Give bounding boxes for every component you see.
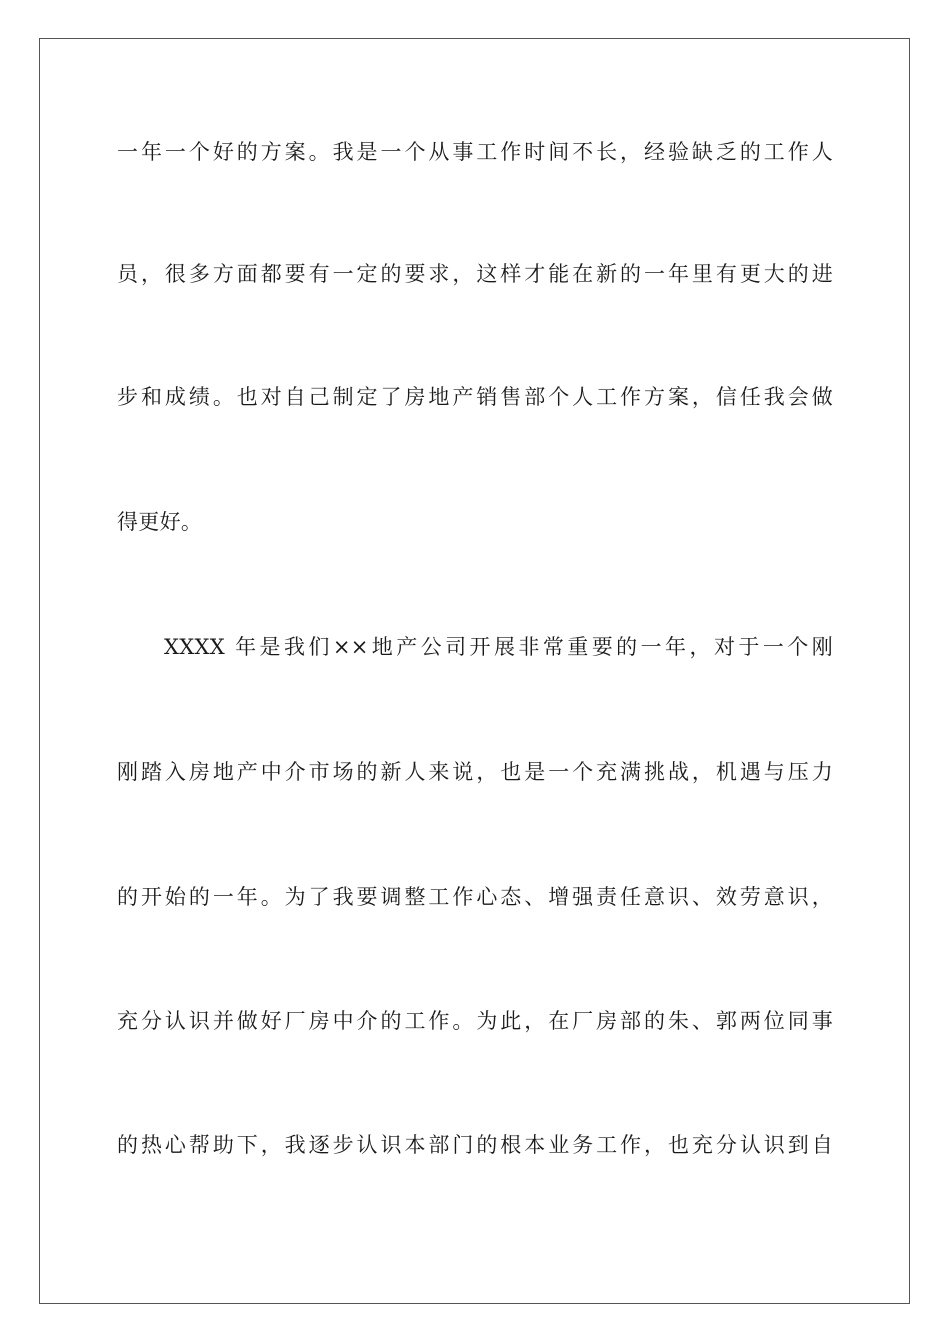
- text-line: 刚踏入房地产中介市场的新人来说，也是一个充满挑战，机遇与压力: [117, 760, 833, 784]
- page-border: [39, 38, 910, 1304]
- text-line: 的开始的一年。为了我要调整工作心态、增强责任意识、效劳意识，: [117, 885, 833, 909]
- text-line: 的热心帮助下，我逐步认识本部门的根本业务工作，也充分认识到自: [117, 1133, 833, 1157]
- text-line: 充分认识并做好厂房中介的工作。为此，在厂房部的朱、郭两位同事: [117, 1009, 833, 1033]
- text-line-indented: XXXX 年是我们××地产公司开展非常重要的一年，对于一个刚: [164, 635, 833, 659]
- text-line: 员，很多方面都要有一定的要求，这样才能在新的一年里有更大的进: [117, 262, 833, 286]
- text-line: 一年一个好的方案。我是一个从事工作时间不长，经验缺乏的工作人: [117, 140, 833, 164]
- text-line: 得更好。: [117, 510, 203, 534]
- text-line: 步和成绩。也对自己制定了房地产销售部个人工作方案，信任我会做: [117, 385, 833, 409]
